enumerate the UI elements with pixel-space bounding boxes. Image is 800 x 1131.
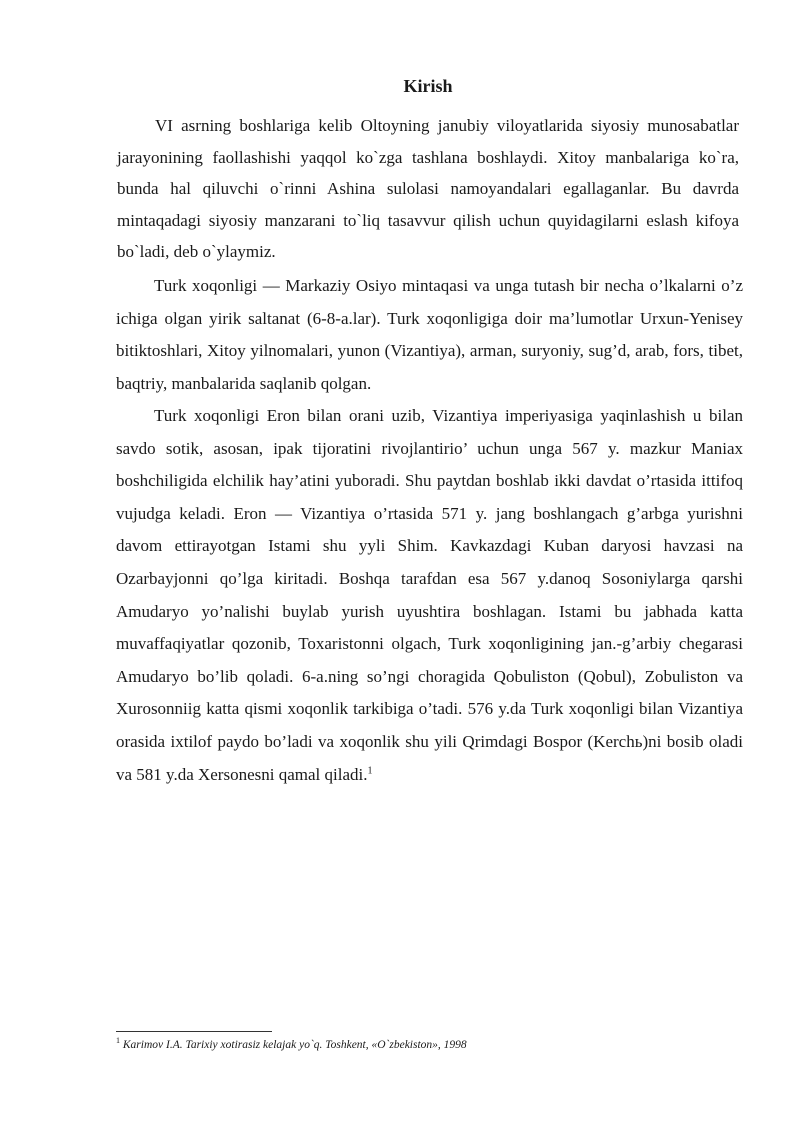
footnote-divider [116,1031,272,1032]
paragraph-2: Turk xoqonligi — Markaziy Osiyo mintaqasi va unga tutash bir necha o’lkalarni o’z ichiga olgan yirik saltanat (6-8-a.lar). Turk xoqonligiga doir ma’lumotlar Urxun-Yenisey bitiktoshlari, Xitoy yilnomalari, yunon (Vizantiya), arman, suryoniy, sug’d, arab, fors, tibet, baqtriy, manbalarida saqlanib qolgan. [116,276,743,393]
paragraph-3-text: Turk xoqonligi Eron bilan orani uzib, Vizantiya imperiyasiga yaqinlashish u bilan savdo sotik, asosan, ipak tijoratini rivojlantirio’ uchun unga 567 y. mazkur Maniax boshchiligida elchilik hay’atini yuboradi. Shu paytdan boshlab ikki davdat o’rtasida ittifoq vujudga keladi. Eron — Vizantiya o’rtasida 571 y. jang boshlangach g’arbga yurishni davom ettirayotgan Istami shu yyli Shim. Kavkazdagi Kuban daryosi havzasi na Ozarbayjonni qo’lga kiritadi. Boshqa tarafdan esa 567 y.danoq Sosoniylarga qarshi Amudaryo yo’nalishi buylab yurish uyushtira boshlagan. Istami bu jabhada katta muvaffaqiyatlar qozonib, Toxaristonni olgach, Turk xoqonligining jan.-g’arbiy chegarasi Amudaryo bo’lib qoladi. 6-a.ning so’ngi choragida Qobuliston (Qobul), Zobuliston va Xurosonniig katta qismi xoqonlik tarkibiga o’tadi. 576 y.da Turk xoqonligi bilan Vizantiya orasida ixtilof paydo bo’ladi va xoqonlik shu yili Qrimdagi Bospor (Kerchь)ni bosib oladi va 581 y.da Xersonesni qamal qiladi. [116,406,743,784]
footnote [116,1036,736,1051]
paragraph-3 [116,400,743,791]
page-title: Kirish [403,76,453,96]
paragraph-1: VI asrning boshlariga kelib Oltoyning janubiy viloyatlarida siyosiy munosabatlar jarayonining faollashishi yaqqol ko`zga tashlana boshlaydi. Xitoy manbalariga ko`ra, bunda hal qiluvchi o`rinni Ashina sulolasi namoyandalari egallaganlar. Bu davrda mintaqadagi siyosiy manzarani to`liq tasavvur qilish uchun quyidagilarni eslash kifoya bo`ladi, deb o`ylaymiz. [117,116,739,261]
footnote-text: Karimov I.A. Tarixiy xotirasiz kelajak yo`q. Toshkent, «O`zbekiston», 1998 [122,1039,467,1051]
footnote-marker: 1 [116,1036,120,1046]
footnote-reference: 1 [367,764,373,776]
